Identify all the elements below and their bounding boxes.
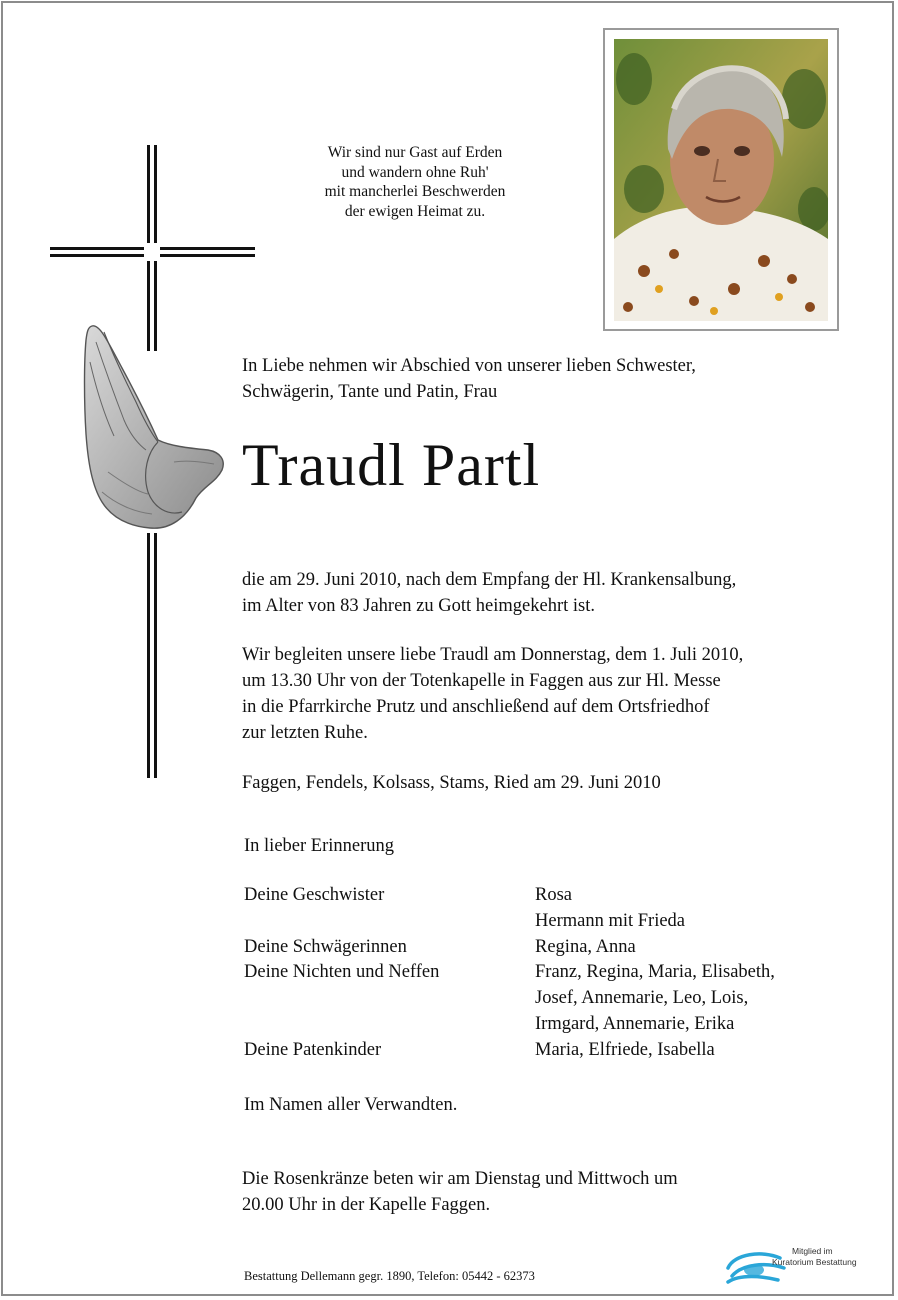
intro-line: Schwägerin, Tante und Patin, Frau bbox=[242, 382, 498, 402]
rosary-line: 20.00 Uhr in der Kapelle Faggen. bbox=[242, 1195, 491, 1215]
notice-line: im Alter von 83 Jahren zu Gott heimgekehrt ist. bbox=[242, 596, 595, 616]
mourner-row bbox=[244, 935, 775, 961]
poem-line: und wandern ohne Ruh' bbox=[341, 163, 489, 181]
mourner-label: Deine Patenkinder bbox=[244, 1039, 382, 1060]
poem-line: mit mancherlei Beschwerden bbox=[324, 183, 506, 200]
poem bbox=[268, 143, 562, 221]
mourner-name: Maria, Elfriede, Isabella bbox=[535, 1039, 715, 1060]
notice-line: die am 29. Juni 2010, nach dem Empfang der Hl. Krankensalbung, bbox=[242, 570, 737, 590]
mourner-row bbox=[244, 1038, 775, 1064]
funeral-line: in die Pfarrkirche Prutz und anschließend auf dem Ortsfriedhof bbox=[242, 697, 710, 717]
intro-line: In Liebe nehmen wir Abschied von unserer lieben Schwester, bbox=[242, 356, 696, 376]
deceased-name: Traudl Partl bbox=[242, 432, 541, 498]
mourner-name: Hermann mit Frieda bbox=[535, 910, 686, 931]
mourner-name: Josef, Annemarie, Leo, Lois, bbox=[535, 988, 749, 1009]
mourner-names bbox=[535, 935, 636, 961]
mourner-names bbox=[535, 1038, 715, 1064]
portrait-photo bbox=[614, 39, 828, 321]
funeral-line: Wir begleiten unsere liebe Traudl am Donnerstag, dem 1. Juli 2010, bbox=[242, 645, 744, 665]
kuratorium-logo bbox=[722, 1246, 862, 1288]
mourner-name: Regina, Anna bbox=[535, 936, 636, 957]
funeral-line: um 13.30 Uhr von der Totenkapelle in Faggen aus zur Hl. Messe bbox=[242, 671, 721, 691]
place-date: Faggen, Fendels, Kolsass, Stams, Ried am 29. Juni 2010 bbox=[242, 773, 661, 793]
mourner-names bbox=[535, 960, 775, 1037]
mourner-name: Rosa bbox=[535, 885, 572, 905]
mourner-row bbox=[244, 883, 775, 935]
mourner-names bbox=[535, 883, 685, 935]
memory-heading: In lieber Erinnerung bbox=[244, 836, 394, 856]
portrait-frame bbox=[603, 28, 839, 331]
rosary-line: Die Rosenkränze beten wir am Dienstag und Mittwoch um bbox=[242, 1169, 678, 1189]
funeral-line: zur letzten Ruhe. bbox=[242, 723, 368, 743]
mourners-list bbox=[244, 883, 775, 1064]
swirl-logo-icon bbox=[722, 1246, 792, 1288]
logo-line2: Kuratorium Bestattung bbox=[772, 1257, 857, 1267]
praying-hands-icon bbox=[78, 322, 228, 534]
funeral-info bbox=[242, 642, 743, 746]
poem-line: der ewigen Heimat zu. bbox=[344, 202, 486, 220]
mourner-name: Irmgard, Annemarie, Erika bbox=[535, 1013, 735, 1034]
mourner-label: Deine Geschwister bbox=[244, 885, 385, 905]
mourner-name: Franz, Regina, Maria, Elisabeth, bbox=[535, 962, 775, 983]
death-notice bbox=[242, 567, 736, 619]
footer-text: Bestattung Dellemann gegr. 1890, Telefon: 05442 - 62373 bbox=[244, 1269, 535, 1283]
logo-line1: Mitglied im bbox=[792, 1246, 833, 1256]
mourner-label: Deine Nichten und Neffen bbox=[244, 962, 440, 983]
rosary-info bbox=[242, 1166, 678, 1218]
mourner-label: Deine Schwägerinnen bbox=[244, 936, 407, 957]
mourner-row bbox=[244, 960, 775, 1037]
intro bbox=[242, 353, 696, 405]
poem-line: Wir sind nur Gast auf Erden bbox=[327, 144, 503, 161]
relatives-line: Im Namen aller Verwandten. bbox=[244, 1095, 458, 1115]
